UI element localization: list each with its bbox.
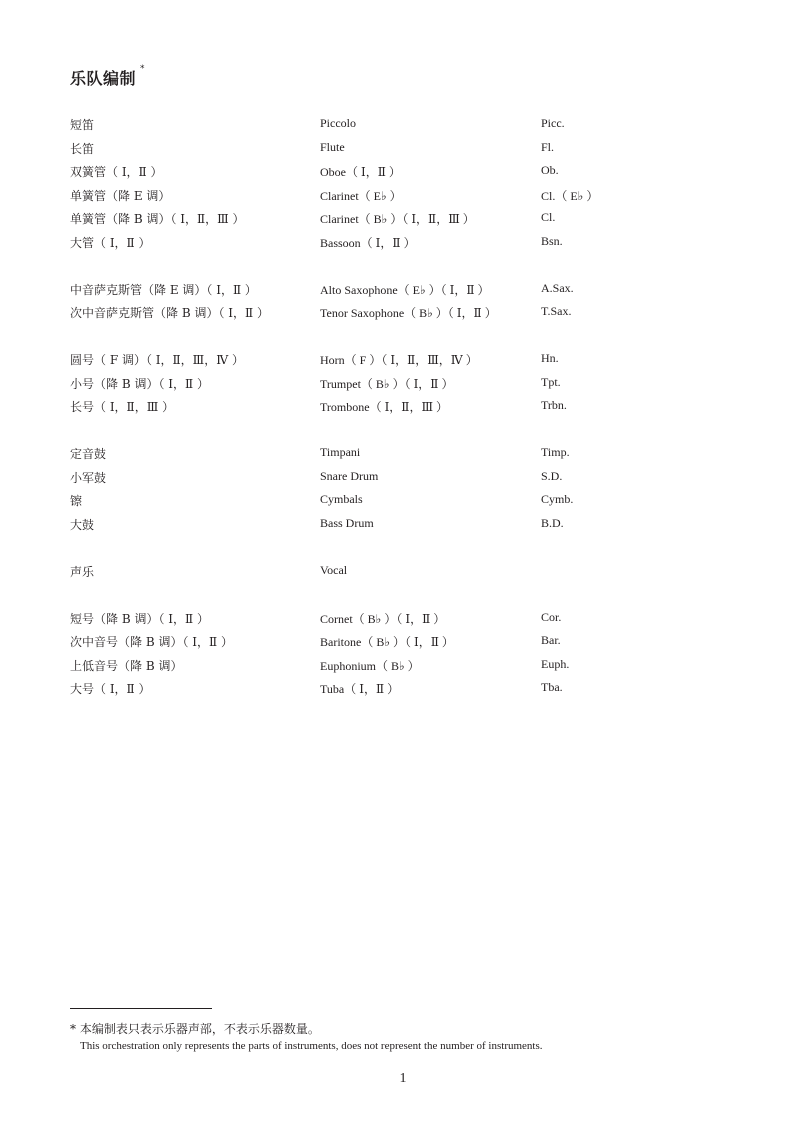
instrument-name-cn: 大管（ Ⅰ，Ⅱ ） (70, 235, 151, 250)
instrument-name-cn: 单簧管（降 B 调）（ Ⅰ，Ⅱ，Ⅲ ） (70, 212, 245, 226)
instrument-abbreviation: Timp. (541, 445, 570, 459)
instrument-name-en: Clarinet（ B♭ ）（ Ⅰ，Ⅱ，Ⅲ ） (320, 212, 475, 226)
instrument-name-en: Piccolo (320, 116, 356, 130)
instrument-abbreviation: A.Sax. (541, 280, 574, 295)
instrument-row (70, 183, 750, 207)
page-number: 1 (399, 1071, 407, 1086)
instrument-abbreviation: Cl. (541, 210, 556, 224)
instrument-row (70, 230, 750, 254)
instrument-name-en: Alto Saxophone（ E♭ ）（ Ⅰ，Ⅱ ） (320, 282, 490, 297)
footnote-divider (70, 1008, 212, 1009)
instrument-name-en: Horn（ F ）（ Ⅰ，Ⅱ，Ⅲ，Ⅳ ） (320, 353, 478, 367)
instrument-name-en: Flute (320, 139, 345, 154)
instrument-abbreviation: Cl.（ E♭ ） (541, 188, 599, 203)
instrument-abbreviation: Euph. (541, 656, 570, 671)
instrument-name-cn: 镲 (70, 494, 83, 508)
instrument-abbreviation: S.D. (541, 468, 563, 483)
instrument-name-en: Euphonium（ B♭ ） (320, 658, 420, 673)
title-text: 乐队编制 (70, 69, 137, 88)
page-title (70, 66, 145, 89)
instrument-name-cn: 短号（降 B 调）（ Ⅰ，Ⅱ ） (70, 611, 209, 626)
instrument-name-cn: 单簧管（降 E 调） (70, 188, 171, 203)
instrument-name-en: Bassoon（ Ⅰ，Ⅱ ） (320, 235, 416, 250)
instrument-abbreviation: Trbn. (541, 398, 567, 412)
instrument-abbreviation: Tba. (541, 680, 563, 694)
instrument-name-cn: 双簧管（ Ⅰ，Ⅱ ） (70, 165, 163, 179)
instrument-name-en: Vocal (320, 562, 348, 577)
instrument-name-cn: 长号（ Ⅰ，Ⅱ，Ⅲ ） (70, 400, 175, 414)
instrument-abbreviation: Bar. (541, 633, 561, 647)
instrument-name-cn: 小号（降 B 调）（ Ⅰ，Ⅱ ） (70, 376, 209, 391)
instrument-name-en: Trumpet（ B♭ ）（ Ⅰ，Ⅱ ） (320, 376, 454, 391)
instrument-name-cn: 大号（ Ⅰ，Ⅱ ） (70, 682, 151, 696)
instrument-row (70, 159, 750, 183)
instrument-row (70, 277, 750, 301)
footnote-chinese: * 本编制表只表示乐器声部，不表示乐器数量。 (70, 1022, 320, 1036)
instrument-row (70, 394, 750, 418)
instrument-row (70, 300, 750, 324)
instrument-abbreviation: B.D. (541, 515, 564, 530)
instrument-row (70, 136, 750, 160)
instrument-name-en: Trombone（ Ⅰ，Ⅱ，Ⅲ ） (320, 400, 449, 414)
instrument-name-cn: 次中音萨克斯管（降 B 调）（ Ⅰ，Ⅱ ） (70, 306, 269, 320)
instrument-abbreviation: T.Sax. (541, 304, 572, 318)
instrument-row (70, 488, 750, 512)
title-footnote-mark: * (140, 64, 146, 74)
instrument-name-cn: 长笛 (70, 141, 95, 156)
instrument-row (70, 465, 750, 489)
instrument-abbreviation: Tpt. (541, 374, 561, 389)
instrument-name-en: Tuba（ Ⅰ，Ⅱ ） (320, 682, 400, 696)
instrument-abbreviation: Bsn. (541, 233, 563, 248)
instrument-name-cn: 小军鼓 (70, 470, 107, 485)
instrument-name-cn: 圆号（ F 调）（ Ⅰ，Ⅱ，Ⅲ，Ⅳ ） (70, 353, 245, 367)
instrument-name-en: Baritone（ B♭ ）（ Ⅰ，Ⅱ ） (320, 635, 454, 649)
footnote-english: This orchestration only represents the parts of instruments, does not represent the number of instruments. (80, 1040, 543, 1052)
instrument-name-cn: 定音鼓 (70, 447, 107, 461)
instrument-abbreviation: Cymb. (541, 492, 574, 506)
instrument-row (70, 606, 750, 630)
instrument-row (70, 629, 750, 653)
instrument-row (70, 371, 750, 395)
instrument-name-en: Cornet（ B♭ ）（ Ⅰ，Ⅱ ） (320, 611, 446, 626)
instrument-abbreviation: Picc. (541, 116, 565, 130)
instrument-name-cn: 大鼓 (70, 517, 95, 532)
instrument-name-en: Snare Drum (320, 468, 379, 483)
instrument-row (70, 653, 750, 677)
instrument-abbreviation: Ob. (541, 163, 559, 177)
instrument-name-en: Tenor Saxophone（ B♭ ）（ Ⅰ，Ⅱ ） (320, 306, 497, 320)
instrument-name-cn: 短笛 (70, 118, 95, 132)
instrument-name-en: Timpani (320, 445, 361, 459)
instrument-row (70, 347, 750, 371)
instrument-abbreviation: Fl. (541, 139, 555, 154)
instrument-name-cn: 声乐 (70, 564, 95, 579)
instrument-abbreviation: Cor. (541, 609, 562, 624)
instrument-row (70, 676, 750, 700)
instrument-row (70, 559, 750, 583)
instrument-name-en: Clarinet（ E♭ ） (320, 188, 402, 203)
instrument-name-en: Oboe（ Ⅰ，Ⅱ ） (320, 165, 401, 179)
instrument-row (70, 206, 750, 230)
instrument-abbreviation: Hn. (541, 351, 559, 365)
instrument-name-en: Cymbals (320, 492, 363, 506)
instrument-row (70, 112, 750, 136)
instrument-name-cn: 中音萨克斯管（降 E 调）（ Ⅰ，Ⅱ ） (70, 282, 257, 297)
instrument-row (70, 512, 750, 536)
instrument-name-en: Bass Drum (320, 515, 374, 530)
instrument-name-cn: 上低音号（降 B 调） (70, 658, 183, 673)
instrument-row (70, 441, 750, 465)
instrumentation-table (70, 112, 750, 700)
instrument-name-cn: 次中音号（降 B 调）（ Ⅰ，Ⅱ ） (70, 635, 233, 649)
